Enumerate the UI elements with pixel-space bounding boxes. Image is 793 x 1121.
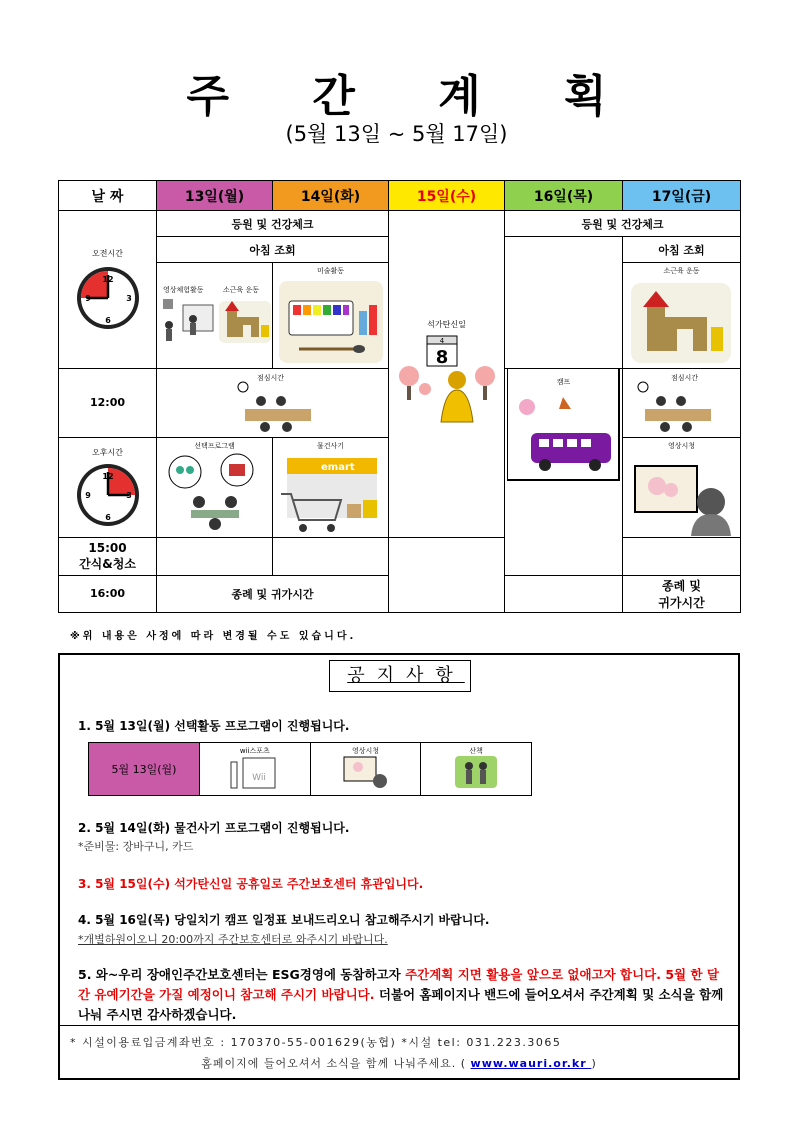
- day-header-mon: 13일(월): [157, 181, 273, 211]
- mini-date: 5월 13일(월): [89, 743, 200, 796]
- mon-prog2-label: 소근육 운동: [223, 286, 260, 295]
- tue-art-activity: [273, 263, 389, 369]
- notice-item-5: 5. 와~우리 장애인주간보호센터는 ESG경영에 동참하고자 주간계획 지면 활용을 앞으로 없애고자 합니다. 5월 한 달간 유예기간을 가질 예정이니 참고해 주시기 바랍니다. 더불어 홈페이지나 밴드에 들어오셔서 주간계획 및 소식을 함께 나눠 주시면 감사하겠습니다.: [78, 967, 724, 1022]
- tue-shopping: [273, 437, 389, 537]
- fri-lunch-table-icon: [635, 379, 719, 435]
- footer-homepage: 홈페이지에 들어오셔서 소식을 함께 나눠주세요. ( www.wauri.or.kr ): [201, 1057, 597, 1070]
- art-supplies-icon: [279, 281, 383, 363]
- day-header-wed: 15일(수): [389, 181, 505, 211]
- select-program-icon: [165, 452, 265, 536]
- svg-text:12: 12: [101, 275, 114, 285]
- holiday-label: 석가탄신일: [427, 319, 466, 329]
- thu-morning-empty: [505, 237, 623, 369]
- day-header-tue: 14일(화): [273, 181, 389, 211]
- lunch-label: 점심시간: [257, 374, 285, 383]
- notice-item-4-sub: *개별하원이오니 20:00까지 주간보호센터로 와주시기 바랍니다.: [78, 933, 388, 946]
- end-time-cell: 16:00: [59, 575, 157, 612]
- mon-select-program: [157, 437, 273, 537]
- mini-walk-label: 산책: [469, 747, 483, 755]
- mon-prog1-label: 영상체험활동: [163, 286, 204, 295]
- camp-bus-icon: [513, 393, 617, 477]
- svg-text:3: 3: [125, 294, 132, 304]
- mini-wii-label: wii스포츠: [239, 747, 270, 755]
- mini-video-label: 영상시청: [351, 747, 380, 755]
- page-title: 주 간 계 획: [186, 71, 641, 122]
- svg-text:12: 12: [101, 471, 114, 481]
- notice-box: [58, 653, 740, 1080]
- fri-closing: [623, 575, 741, 612]
- holiday-cal-day: 8: [435, 346, 448, 368]
- fri-fine-motor-label: 소근육 운동: [663, 267, 700, 276]
- noon-time-cell: 12:00: [59, 369, 157, 437]
- afternoon-label: 오후시간: [92, 447, 123, 457]
- mon-morning-activities: [157, 263, 273, 369]
- notice-item-2: 2. 5월 14일(화) 물건사기 프로그램이 진행됩니다.: [78, 821, 350, 835]
- date-header: 날 짜: [59, 181, 157, 211]
- mon-snack-empty: [157, 537, 273, 575]
- svg-text:6: 6: [104, 512, 111, 522]
- thu-closing-empty: [505, 575, 623, 612]
- lunch-fri: [623, 369, 741, 437]
- change-notice: ※위 내용은 사정에 따라 변경될 수도 있습니다.: [70, 631, 357, 642]
- notice-item-4: 4. 5월 16일(목) 당일치기 캠프 일정표 보내드리오니 참고해주시기 바랍니다.: [78, 913, 490, 927]
- lunch-mon-tue: [157, 369, 389, 437]
- walk-icon: [453, 754, 499, 790]
- buddha-calendar-icon: [395, 334, 499, 426]
- fri-video: [623, 437, 741, 537]
- notice-item-3: 3. 5월 15일(수) 석가탄신일 공휴일로 주간보호센터 휴관입니다.: [78, 877, 424, 891]
- fri-video-label: 영상시청: [667, 441, 696, 450]
- camp-label: 캠프: [556, 378, 571, 387]
- wii-console-icon: [225, 752, 285, 792]
- castle-block-fri-icon: [631, 283, 731, 363]
- morning-time-cell: [59, 211, 157, 369]
- tue-snack-empty: [273, 537, 389, 575]
- snack-activity: 간식&청소: [79, 556, 136, 571]
- video-watch-icon: [631, 456, 733, 536]
- svg-text:9: 9: [84, 294, 91, 304]
- fri-fine-motor: [623, 263, 741, 369]
- arrival-check-mon-tue: 등원 및 건강체크: [157, 211, 389, 237]
- fri-morning-meeting: 아침 조회: [623, 237, 741, 263]
- homepage-link[interactable]: www.wauri.or.kr: [470, 1057, 592, 1070]
- fri-snack-empty: [623, 537, 741, 575]
- holiday-cal-month: 4: [439, 336, 444, 345]
- shop-brand: emart: [321, 461, 355, 473]
- footer-divider: [60, 1025, 738, 1026]
- day-header-fri: 17일(금): [623, 181, 741, 211]
- lunch-table-icon: [235, 379, 319, 435]
- fri-lunch-label: 점심시간: [671, 374, 699, 383]
- notice-title: 공지사항: [329, 660, 471, 692]
- svg-text:9: 9: [84, 490, 91, 500]
- mini-wii-brand: Wii: [251, 772, 266, 783]
- holiday-cell: [389, 211, 505, 538]
- afternoon-time-cell: [59, 437, 157, 537]
- morning-meeting-mon-tue: 아침 조회: [157, 237, 389, 263]
- notice-item-1: 1. 5월 13일(월) 선택활동 프로그램이 진행됩니다.: [78, 719, 350, 733]
- fri-closing-line2: 귀가시간: [658, 595, 705, 610]
- snack-time: 15:00: [88, 540, 127, 555]
- mini-walk: [421, 743, 532, 796]
- clock-afternoon-icon: [75, 462, 141, 528]
- shopping-label: 물건사기: [316, 441, 345, 450]
- mini-wii: [200, 743, 311, 796]
- svg-text:6: 6: [104, 316, 111, 326]
- mini-video-icon: [340, 753, 390, 791]
- clock-morning-icon: [75, 265, 141, 331]
- mini-video: [310, 743, 421, 796]
- notice-item-2-sub: *준비물: 장바구니, 카드: [78, 840, 194, 853]
- footer-account: * 시설이용료입금계좌번호 : 170370-55-001629(농협) *시설 tel: 031.223.3065: [70, 1036, 562, 1049]
- wed-bottom-empty: [389, 537, 505, 612]
- art-label: 미술활동: [316, 267, 345, 276]
- select-program-label: 선택프로그램: [194, 441, 235, 450]
- page-subtitle: (5월 13일 ~ 5월 17일): [285, 122, 508, 146]
- castle-block-icon: [219, 297, 271, 343]
- video-activity-icon: [161, 295, 217, 345]
- closing-mon-tue: 종례 및 귀가시간: [157, 575, 389, 612]
- morning-label: 오전시간: [92, 249, 123, 259]
- arrival-check-thu-fri: 등원 및 건강체크: [505, 211, 741, 237]
- day-header-thu: 16일(목): [505, 181, 623, 211]
- shopping-cart-icon: [277, 454, 385, 536]
- camp-cell: [505, 369, 623, 575]
- snack-time-cell: [59, 537, 157, 575]
- mini-program-table: [88, 742, 532, 796]
- weekly-schedule-table: [58, 180, 741, 613]
- svg-text:3: 3: [125, 490, 132, 500]
- fri-closing-line1: 종례 및: [662, 578, 701, 593]
